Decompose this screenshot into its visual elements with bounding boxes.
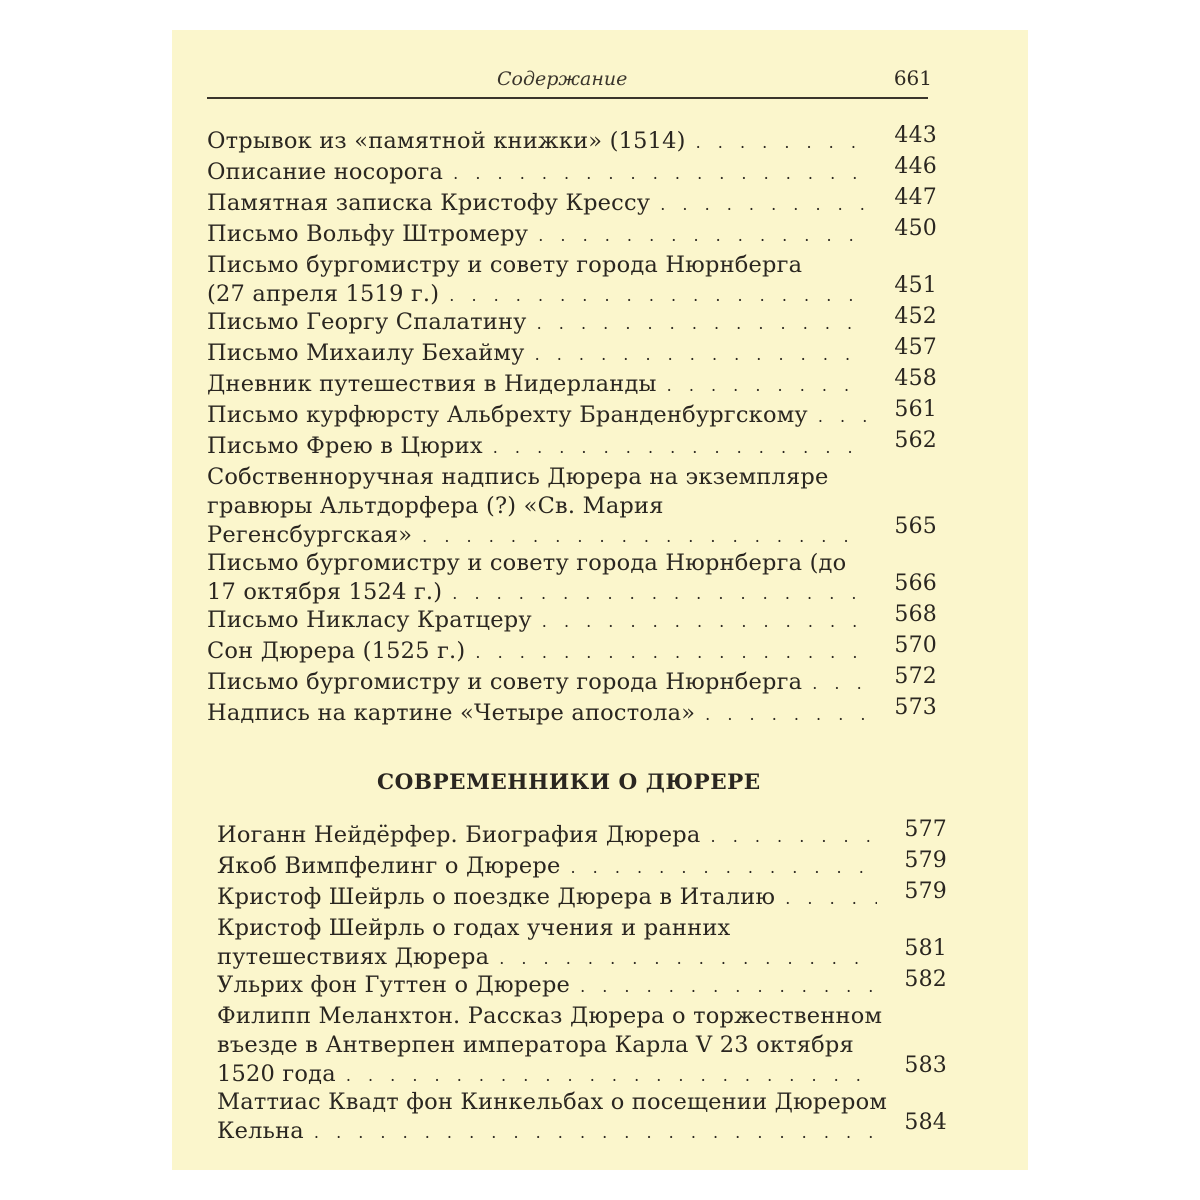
toc-entry-line: [207, 188, 867, 216]
toc-entry-title: Письмо бургомистру и совету города Нюрнберга (до: [207, 550, 847, 576]
toc-entry-title: Письмо бургомистру и совету города Нюрнберга: [207, 669, 803, 695]
page-number: 661: [893, 66, 932, 90]
toc-entry-title: путешествиях Дюрера: [217, 944, 490, 970]
toc-entry: [217, 1087, 947, 1144]
toc-entry-title: Собственноручная надпись Дюрера на экземпляре: [207, 464, 829, 490]
toc-entry: [207, 216, 937, 250]
toc-entry-page: 572: [894, 664, 937, 689]
toc-entry: [207, 185, 937, 219]
toc-entry-page: 579: [904, 879, 947, 904]
toc-entry: [207, 664, 937, 698]
toc-entry: [207, 397, 937, 431]
toc-entry-page: 457: [894, 335, 937, 360]
toc-entry-title: Филипп Меланхтон. Рассказ Дюрера о торжественном: [217, 1003, 883, 1029]
toc-entry: [207, 250, 937, 307]
toc-entry-title: Письмо Михаилу Бехайму: [207, 340, 525, 366]
running-title: Содержание: [497, 68, 628, 90]
toc-entry: [207, 335, 937, 369]
toc-entry: [217, 817, 947, 851]
toc-entry: [217, 1001, 947, 1087]
dot-leader: [475, 637, 867, 668]
toc-entry-line: [207, 605, 867, 633]
toc-entry-line: [207, 548, 867, 577]
toc-entry-line: [207, 431, 867, 459]
toc-entry-page: 566: [894, 571, 937, 596]
toc-entry-page: 446: [894, 154, 937, 179]
toc-entry-line: [207, 577, 867, 605]
toc-entry-page: 447: [894, 185, 937, 210]
toc-entry-line: [217, 913, 877, 942]
toc-entry: [207, 548, 937, 605]
toc-entry-title: Кельна: [217, 1118, 304, 1144]
dot-leader: [314, 1117, 877, 1148]
toc-entry-title: Памятная записка Кристофу Крессу: [207, 190, 651, 216]
toc-entry-title: Письмо Георгу Спалатину: [207, 309, 527, 335]
toc-entry-page: 584: [904, 1110, 947, 1135]
dot-leader: [570, 852, 877, 883]
header-rule: [207, 97, 928, 99]
toc-entry: [207, 602, 937, 636]
toc-entry-title: 1520 года: [217, 1061, 336, 1087]
toc-entry-title: Письмо Вольфу Штромеру: [207, 221, 529, 247]
toc-entry-line: [217, 1116, 877, 1144]
toc-entry-page: 579: [904, 848, 947, 873]
toc-entry-title: Отрывок из «памятной книжки» (1514): [207, 128, 686, 154]
toc-entry-title: Дневник путешествия в Нидерланды: [207, 371, 657, 397]
dot-leader: [711, 821, 877, 852]
toc-entry: [207, 428, 937, 462]
toc-entry-line: [207, 698, 867, 726]
toc-entry: [217, 913, 947, 970]
toc-entry-title: въезде в Антверпен императора Карла V 23 октября: [217, 1032, 854, 1058]
toc-entry-line: [207, 400, 867, 428]
toc-entry-title: Регенсбургская»: [207, 522, 413, 548]
dot-leader: [537, 308, 867, 339]
toc-entry-page: 570: [894, 633, 937, 658]
toc-entry-title: Иоганн Нейдёрфер. Биография Дюрера: [217, 822, 701, 848]
toc-entry-page: 581: [904, 936, 947, 961]
toc-entry-title: Письмо курфюрсту Альбрехту Бранденбургскому: [207, 402, 808, 428]
toc-entry-line: [207, 462, 867, 491]
toc-entry-title: гравюры Альтдорфера (?) «Св. Мария: [207, 493, 664, 519]
toc-entry-title: Кристоф Шейрль о годах учения и ранних: [217, 915, 731, 941]
toc-entry-page: 452: [894, 304, 937, 329]
toc-entry-page: 561: [894, 397, 937, 422]
toc-entry-line: [217, 882, 877, 910]
toc-entry-title: Сон Дюрера (1525 г.): [207, 638, 466, 664]
toc-entry-line: [217, 1030, 877, 1059]
section-heading: СОВРЕМЕННИКИ О ДЮРЕРЕ: [377, 770, 761, 795]
toc-entry-page: 443: [894, 123, 937, 148]
toc-entry-page: 450: [894, 216, 937, 241]
toc-entry-line: [207, 307, 867, 335]
toc-entry-line: [207, 157, 867, 185]
dot-leader: [818, 401, 867, 432]
dot-leader: [812, 668, 867, 699]
toc-entry-line: [207, 338, 867, 366]
toc-entry-line: [207, 279, 867, 307]
toc-entry-title: Надпись на картине «Четыре апостола»: [207, 700, 696, 726]
toc-entry-line: [217, 851, 877, 879]
toc-entry-title: Маттиас Квадт фон Кинкельбах о посещении Дюрером: [217, 1089, 888, 1115]
toc-entry-page: 582: [904, 967, 947, 992]
toc-entry-title: Описание носорога: [207, 159, 444, 185]
toc-list-part1: [207, 123, 937, 729]
toc-entry-title: Ульрих фон Гуттен о Дюрере: [217, 972, 571, 998]
toc-entry-page: 565: [894, 514, 937, 539]
dot-leader: [696, 127, 867, 158]
toc-entry-title: Кристоф Шейрль о поездке Дюрера в Италию: [217, 884, 776, 910]
toc-entry-line: [207, 250, 867, 279]
page-header: [207, 64, 932, 94]
toc-entry-line: [217, 1059, 877, 1087]
toc-entry: [207, 154, 937, 188]
dot-leader: [705, 699, 867, 730]
toc-entry: [207, 695, 937, 729]
dot-leader: [667, 370, 867, 401]
dot-leader: [660, 189, 867, 220]
toc-entry-line: [217, 942, 877, 970]
toc-entry: [207, 633, 937, 667]
dot-leader: [542, 606, 867, 637]
toc-entry: [207, 304, 937, 338]
toc-entry-line: [217, 970, 877, 998]
toc-entry-page: 573: [894, 695, 937, 720]
toc-entry-title: Письмо Фрею в Цюрих: [207, 433, 483, 459]
toc-entry: [217, 879, 947, 913]
toc-entry-page: 562: [894, 428, 937, 453]
toc-entry-line: [207, 520, 867, 548]
toc-entry-line: [217, 1001, 883, 1030]
dot-leader: [538, 220, 867, 251]
toc-entry-line: [207, 667, 867, 695]
toc-entry-title: Письмо бургомистру и совету города Нюрнберга: [207, 252, 803, 278]
toc-entry-title: Письмо Никласу Кратцеру: [207, 607, 532, 633]
toc-entry-title: (27 апреля 1519 г.): [207, 281, 440, 307]
book-page: [172, 30, 1028, 1170]
toc-entry-line: [207, 219, 867, 247]
toc-entry: [207, 123, 937, 157]
toc-list-part2: [217, 817, 947, 1144]
toc-entry-line: [217, 820, 877, 848]
toc-entry-page: 458: [894, 366, 937, 391]
toc-entry-page: 583: [904, 1053, 947, 1078]
toc-entry-line: [207, 369, 867, 397]
toc-entry-page: 577: [904, 817, 947, 842]
dot-leader: [580, 971, 877, 1002]
toc-entry-line: [207, 491, 867, 520]
toc-entry-page: 568: [894, 602, 937, 627]
dot-leader: [493, 432, 867, 463]
toc-entry-line: [217, 1087, 888, 1116]
toc-entry-title: 17 октября 1524 г.): [207, 579, 443, 605]
toc-entry-line: [207, 636, 867, 664]
dot-leader: [535, 339, 867, 370]
toc-entry-page: 451: [894, 273, 937, 298]
toc-entry-line: [207, 126, 867, 154]
dot-leader: [453, 158, 867, 189]
toc-entry-title: Якоб Вимпфелинг о Дюрере: [217, 853, 561, 879]
toc-entry: [217, 967, 947, 1001]
toc-entry: [217, 848, 947, 882]
toc-entry: [207, 366, 937, 400]
toc-entry: [207, 462, 937, 548]
dot-leader: [785, 883, 877, 914]
